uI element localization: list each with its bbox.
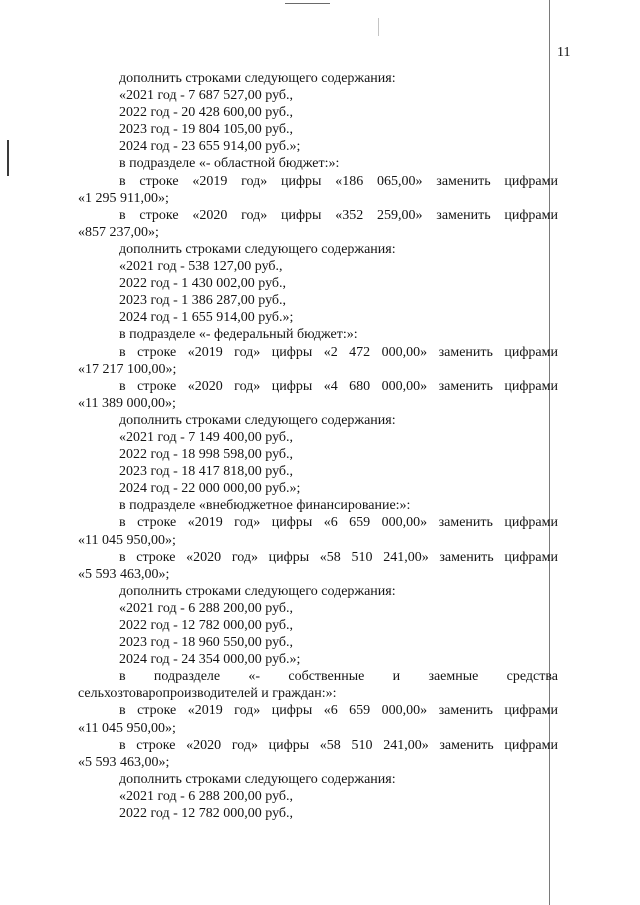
text-line: 2024 год - 23 655 914,00 руб.»; [119,139,301,155]
text-line: «5 593 463,00»; [78,566,170,582]
text-line: дополнить строками следующего содержания: [119,71,396,86]
text-line: в строке «2019 год» цифры «6 659 000,00» заменить цифрами [119,515,558,531]
text-line: в подразделе «- областной бюджет:»: [119,156,340,172]
page-number: 11 [557,45,571,60]
text-line: в строке «2020 год» цифры «58 510 241,00» заменить цифрами [119,549,558,565]
scan-artifact-line [285,3,330,4]
text-line: 2023 год - 1 386 287,00 руб., [119,293,287,309]
text-line: 2022 год - 12 782 000,00 руб., [119,618,294,633]
text-line: «1 295 911,00»; [78,190,169,206]
text-line: 2024 год - 1 655 914,00 руб.»; [119,310,294,326]
text-line: в подразделе «- собственные и заемные средства [119,669,558,685]
text-line: «5 593 463,00»; [78,754,170,770]
scan-artifact-tick [378,18,379,36]
text-line: в строке «2020 год» цифры «4 680 000,00» заменить цифрами [119,378,558,394]
document-body [78,70,558,822]
text-line: 2022 год - 18 998 598,00 руб., [119,447,294,463]
text-line: дополнить строками следующего содержания: [119,771,396,787]
margin-binding-mark [7,140,9,176]
text-line: в строке «2019 год» цифры «6 659 000,00» заменить цифрами [119,703,558,719]
text-line: 2022 год - 12 782 000,00 руб., [119,806,294,822]
text-line: 2024 год - 22 000 000,00 руб.»; [119,481,301,497]
text-line: 2023 год - 18 417 818,00 руб., [119,464,294,480]
text-line: 2022 год - 1 430 002,00 руб., [119,276,287,292]
text-line: «11 389 000,00»; [78,395,176,411]
text-line: дополнить строками следующего содержания: [119,583,396,599]
text-line: «11 045 950,00»; [78,720,176,736]
text-line: «17 217 100,00»; [78,361,177,377]
text-line: дополнить строками следующего содержания: [119,412,396,428]
text-line: 2023 год - 19 804 105,00 руб., [119,122,294,138]
text-line: «857 237,00»; [78,224,159,240]
text-line: в строке «2019 год» цифры «186 065,00» заменить цифрами [119,173,558,189]
text-line: в подразделе «внебюджетное финансирование:»: [119,498,411,514]
text-line: в строке «2020 год» цифры «58 510 241,00» заменить цифрами [119,737,558,753]
text-line: «2021 год - 6 288 200,00 руб., [119,788,294,804]
text-line: «2021 год - 6 288 200,00 руб., [119,600,294,616]
text-line: в подразделе «- федеральный бюджет:»: [119,327,358,343]
text-line: «11 045 950,00»; [78,532,176,548]
text-line: в строке «2019 год» цифры «2 472 000,00» заменить цифрами [119,344,558,360]
text-line: «2021 год - 7 687 527,00 руб., [119,88,294,104]
text-line: «2021 год - 538 127,00 руб., [119,259,283,275]
text-line: дополнить строками следующего содержания: [119,241,396,257]
text-line: «2021 год - 7 149 400,00 руб., [119,429,294,445]
text-line: в строке «2020 год» цифры «352 259,00» заменить цифрами [119,207,558,223]
text-line: сельхозтоваропроизводителей и граждан:»: [78,686,337,702]
text-line: 2022 год - 20 428 600,00 руб., [119,105,294,121]
text-line: 2024 год - 24 354 000,00 руб.»; [119,652,301,668]
text-line: 2023 год - 18 960 550,00 руб., [119,635,294,651]
